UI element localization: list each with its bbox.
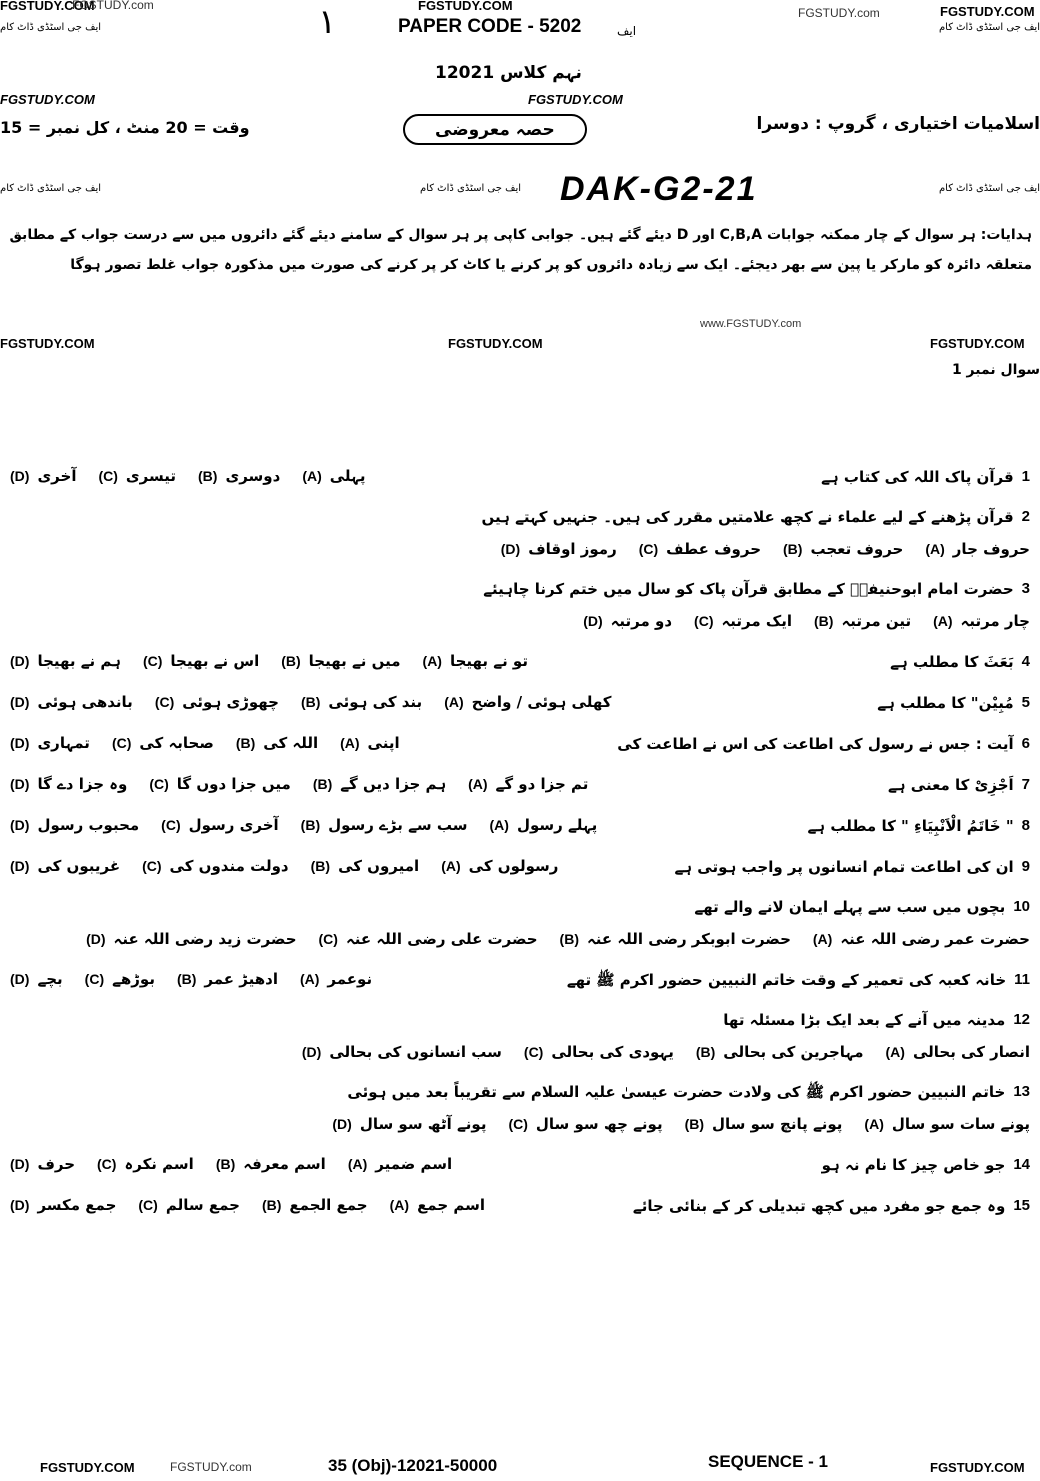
option-label: (D) [10,1197,30,1213]
option-label: (C) [508,1116,528,1132]
options [10,729,400,757]
option-text: جمع الجمع [289,1196,368,1214]
option-text: صحابہ کی [139,734,214,752]
option-b [311,852,420,880]
option-text: آخری [37,467,77,485]
question-number: 7 [1021,776,1030,793]
option-a [302,462,365,490]
option-a [813,925,1030,953]
question [888,771,1030,799]
option-text: حروف عطف [666,540,762,558]
watermark: www.FGSTUDY.com [700,318,802,330]
question-text: بچوں میں سب سے پہلے ایمان لانے والے تھے [694,898,1006,916]
option-b [814,607,911,635]
watermark: ایف جی اسٹڈی ڈاٹ کام [938,22,1040,33]
subject-group: اسلامیات اختیاری ، گروپ : دوسرا [756,114,1040,134]
options [10,647,528,675]
question [567,966,1030,994]
option-text: حضرت زید رضی اللہ عنہ [113,930,297,948]
option-text: انصار کی بحالی [912,1043,1030,1061]
paper-code: PAPER CODE - 5202 [398,16,582,37]
option-text: میں نے بھیجا [308,652,401,670]
question-number: 2 [1021,508,1030,525]
option-text: نوعمر [327,970,373,988]
option-label: (A) [864,1116,884,1132]
option-text: دوسری [225,467,281,485]
option-d [332,1110,486,1138]
options [332,1110,1030,1138]
question-number: 1 [1021,468,1030,485]
option-label: (B) [559,931,579,947]
option-text: حروف جار [952,540,1030,558]
option-label: (D) [10,776,30,792]
option-c [97,1150,194,1178]
option-d [10,811,139,839]
option-a [933,607,1030,635]
question-text: وہ جمع جو مفرد میں کچھ تبدیلی کر کے بنائی جائے [632,1197,1006,1215]
watermark: FGSTUDY.COM [940,4,1035,19]
question-number: 10 [1013,898,1030,915]
option-text: ہم جزا دیں گے [340,775,447,793]
watermark: ایف جی اسٹڈی ڈاٹ کام [0,22,102,33]
options [302,1038,1030,1066]
option-label: (C) [97,1156,117,1172]
question-label: سوال نمبر 1 [951,362,1040,378]
option-label: (C) [142,858,162,874]
section-title: حصہ معروضی [403,114,587,145]
watermark: FGSTUDY.com [170,1460,252,1474]
question-text: مدینہ میں آنے کے بعد ایک بڑا مسئلہ تھا [723,1011,1006,1029]
question-number: 15 [1013,1197,1030,1214]
watermark: FGSTUDY.com [72,0,154,12]
options [10,965,372,993]
option-b [560,925,791,953]
watermark: ایف جی اسٹڈی ڈاٹ کام [420,183,522,194]
option-b [685,1110,843,1138]
option-b [301,688,422,716]
class-line: نہم کلاس 12021 [435,63,582,83]
option-a [886,1038,1031,1066]
option-c [143,647,259,675]
option-label: (A) [422,653,442,669]
option-label: (C) [142,653,163,669]
option-label: (D) [500,541,521,557]
option-text: اسم معرفہ [243,1155,326,1173]
question [821,463,1030,491]
options [10,811,597,839]
option-label: (A) [441,858,461,874]
option-text: اپنی [367,734,400,752]
paper-code-prefix: ایف [617,24,637,38]
option-text: محبوب رسول [37,816,140,834]
option-c [524,1038,674,1066]
question-row [10,462,1030,491]
option-a [340,729,400,757]
option-c [161,811,279,839]
option-text: دولت مندوں کی [169,857,289,875]
option-text: حرف [37,1155,76,1173]
question [890,648,1030,676]
option-text: تیسری [125,467,177,485]
question-number: 5 [1021,694,1030,711]
option-label: (C) [523,1044,544,1060]
option-text: دو مرتبہ [610,612,673,630]
question [347,1078,1030,1106]
option-d [583,607,672,635]
option-a [390,1191,485,1219]
question-row [10,688,1030,717]
page-mark: ۱ [318,2,337,42]
question-text: جو خاص چیز کا نام نہ ہو [821,1156,1006,1174]
option-b [262,1191,368,1219]
option-label: (B) [684,1116,705,1132]
option-label: (B) [281,653,301,669]
option-text: بند کی ہوئی [328,693,423,711]
option-text: تو نے بھیجا [449,652,528,670]
option-label: (C) [84,971,105,987]
option-d [86,925,296,953]
options [10,462,365,490]
option-d [302,1038,502,1066]
option-label: (A) [347,1156,368,1172]
option-label: (A) [812,931,833,947]
option-text: رسولوں کی [468,857,559,875]
option-c [138,1191,240,1219]
watermark: ایف جی اسٹڈی ڈاٹ کام [938,183,1040,194]
option-c [319,925,538,953]
option-text: اس نے بھیجا [170,652,260,670]
option-d [10,729,90,757]
option-text: بوڑھے [112,970,155,988]
question-text: قرآن پاک اللہ کی کتاب ہے [821,468,1014,486]
question-row [10,1078,1030,1138]
option-d [10,770,127,798]
instructions-line-2: مارکر یا پین سے بھر دیجئے۔ ایک سے زیادہ دائروں کو پر کرنے یا کاٹ کر پر کرنے کی صورت میں مذکورہ جواب غلط تصور ہوگا [70,257,921,273]
watermark: FGSTUDY.COM [930,336,1025,351]
option-label: (B) [261,1197,282,1213]
watermark: FGSTUDY.COM [0,92,95,107]
handwritten-stamp: DAK-G2-21 [560,170,758,208]
option-a [441,852,558,880]
option-a [925,535,1030,563]
question [723,1006,1030,1034]
option-a [444,688,611,716]
watermark: ایف جی اسٹڈی ڈاٹ کام [0,183,102,194]
question [808,812,1030,840]
option-text: حروف تعجب [810,540,904,558]
option-label: (C) [638,541,659,557]
option-label: (B) [176,971,197,987]
option-label: (C) [318,931,338,947]
question-number: 6 [1021,735,1030,752]
option-label: (A) [885,1044,905,1060]
option-label: (C) [154,694,175,710]
option-c [112,729,214,757]
option-label: (D) [301,1044,322,1060]
option-text: حضرت علی رضی اللہ عنہ [345,930,538,948]
option-a [468,770,588,798]
option-b [216,1150,326,1178]
question-number: 13 [1013,1083,1030,1100]
option-c [85,965,155,993]
question-number: 12 [1013,1011,1030,1028]
option-label: (D) [10,817,30,833]
option-text: غریبوں کی [37,857,121,875]
option-b [301,811,468,839]
option-text: ایک مرتبہ [721,612,793,630]
watermark: FGSTUDY.com [798,6,880,20]
option-text: امیروں کی [338,857,420,875]
question-row [10,965,1030,994]
option-label: (A) [933,613,953,629]
option-b [236,729,318,757]
option-label: (D) [10,694,30,710]
option-d [10,852,120,880]
option-label: (D) [10,858,30,874]
watermark: FGSTUDY.COM [0,336,95,351]
option-text: تمہاری [37,734,90,752]
option-c [694,607,792,635]
option-d [10,647,121,675]
option-a [423,647,528,675]
option-text: باندھی ہوئی [37,693,133,711]
option-label: (B) [783,541,803,557]
question [481,503,1030,531]
option-c [155,688,279,716]
question-text: " خَاتَمُ الْاَنْبِیَاءِ " کا مطلب ہے [807,817,1014,835]
option-d [10,1191,116,1219]
question-text: بَعَثَ کا مطلب ہے [890,653,1014,671]
instructions-line-1: ہدایات: ہر سوال کے چار ممکنہ جوابات C,B,A اور D دیئے گئے ہیں۔ جوابی کاپی پر ہر سوال کے سامنے دیئے گئے دائروں میں سے درست جواب کے مطابق متعلقہ دائرہ کو [9,227,1032,273]
option-text: اسم ضمیر [375,1155,453,1173]
question-text: خانہ کعبہ کی تعمیر کے وقت خاتم النبیین حضور اکرم ﷺ تھے [566,971,1007,989]
option-text: ادھیڑ عمر [204,970,278,988]
option-text: پونے آٹھ سو سال [359,1115,487,1133]
question-row [10,729,1030,758]
time-marks: وقت = 20 منٹ ، کل نمبر = 15 [0,118,250,137]
question [877,689,1030,717]
question-list [10,462,1030,1232]
options [10,688,611,716]
option-label: (B) [814,613,834,629]
watermark: FGSTUDY.COM [930,1460,1025,1475]
option-label: (B) [695,1044,716,1060]
footer-code: 35 (Obj)-12021-50000 [328,1456,498,1475]
option-text: چار مرتبہ [960,612,1030,630]
option-text: میں جزا دوں گا [176,775,291,793]
option-text: پونے چھ سو سال [535,1115,663,1133]
option-label: (D) [86,931,106,947]
option-label: (B) [215,1156,236,1172]
question-number: 8 [1021,817,1030,834]
option-label: (A) [444,694,464,710]
question [633,1192,1030,1220]
question-text: خاتم النبیین حضور اکرم ﷺ کی ولادت حضرت عیسیٰ علیہ السلام سے تقریباً بعد میں ہوئی [347,1083,1006,1101]
option-text: ہم نے بھیجا [37,652,121,670]
option-b [313,770,446,798]
option-a [864,1110,1030,1138]
option-label: (A) [299,971,320,987]
option-text: پہلے رسول [516,816,598,834]
question-row [10,575,1030,635]
instructions [8,220,1032,280]
option-text: تین مرتبہ [841,612,912,630]
option-c [142,852,289,880]
question-number: 11 [1014,971,1030,988]
options [501,535,1030,563]
option-text: سب انسانوں کی بحالی [329,1043,502,1061]
question-text: حضرت امام ابوحنیفہؒ کے مطابق قرآن پاک کو سال میں ختم کرنا چاہیئے [483,580,1014,598]
watermark: FGSTUDY.COM [528,92,623,107]
option-label: (D) [332,1116,352,1132]
options [10,1150,452,1178]
question-number: 9 [1021,858,1030,875]
option-label: (B) [235,735,256,751]
option-c [149,770,290,798]
question [822,1151,1030,1179]
options [10,852,558,880]
options [86,925,1030,953]
option-label: (D) [583,613,603,629]
question-number: 4 [1021,653,1030,670]
option-d [501,535,617,563]
option-text: چھوڑی ہوئی [182,693,279,711]
option-label: (C) [138,1197,158,1213]
question [674,853,1030,881]
question-row [10,647,1030,676]
question-text: مُبِیْن" کا مطلب ہے [877,694,1014,712]
option-text: اسم نکرہ [124,1155,194,1173]
option-label: (D) [10,971,30,987]
question [617,730,1030,758]
question-row [10,770,1030,799]
question-text: ان کی اطاعت تمام انسانوں پر واجب ہوتی ہے [674,858,1014,876]
option-text: پونے سات سو سال [891,1115,1030,1133]
question-number: 14 [1013,1156,1030,1173]
question-number: 3 [1021,580,1030,597]
option-text: وہ جزا دے گا [37,775,128,793]
question-row [10,893,1030,953]
option-b [198,462,280,490]
sequence-label: SEQUENCE - 1 [708,1452,828,1471]
question [694,893,1030,921]
question-row [10,852,1030,881]
option-label: (C) [694,613,714,629]
options [10,1191,485,1219]
question-row [10,503,1030,563]
option-label: (D) [10,735,30,751]
option-label: (C) [111,735,132,751]
watermark: FGSTUDY.COM [418,0,513,13]
option-label: (A) [489,817,509,833]
option-c [98,462,176,490]
question-row [10,1006,1030,1066]
option-label: (B) [310,858,331,874]
options [10,770,588,798]
option-b [281,647,400,675]
watermark: FGSTUDY.COM [0,0,95,13]
option-b [696,1038,864,1066]
option-label: (D) [10,1156,30,1172]
option-text: تم جزا دو گے [495,775,589,793]
question-row [10,811,1030,840]
option-label: (C) [149,776,169,792]
option-label: (C) [161,817,181,833]
option-d [10,462,76,490]
option-label: (C) [98,468,118,484]
option-label: (A) [302,468,322,484]
option-label: (D) [10,653,30,669]
option-b [177,965,278,993]
question-row [10,1150,1030,1179]
option-text: اللہ کی [263,734,319,752]
option-text: کھلی ہوئی / واضح [471,693,612,711]
option-d [10,688,133,716]
question-text: قرآن پڑھنے کے لیے علماء نے کچھ علامتیں مقرر کی ہیں۔ جنہیں کہتے ہیں [481,508,1014,526]
question-text: اَجْزِیْ کا معنی ہے [887,776,1014,794]
option-b [783,535,903,563]
question-text: آیت : جس نے رسول کی اطاعت کی اس نے اطاعت کی [617,735,1014,753]
option-text: آخری رسول [188,816,279,834]
option-text: حضرت عمر رضی اللہ عنہ [840,930,1030,948]
option-a [300,965,372,993]
option-text: پونے پانچ سو سال [712,1115,843,1133]
watermark: FGSTUDY.COM [448,336,543,351]
option-text: پہلی [329,467,366,485]
options [583,607,1030,635]
option-d [10,965,63,993]
option-label: (A) [389,1197,410,1213]
option-label: (A) [468,776,488,792]
option-text: مہاجرین کی بحالی [723,1043,864,1061]
option-d [10,1150,75,1178]
option-text: جمع سالم [165,1196,240,1214]
option-a [490,811,598,839]
option-c [639,535,761,563]
option-text: رموز اوقاف [528,540,617,558]
option-label: (D) [10,468,30,484]
option-a [348,1150,452,1178]
option-label: (A) [925,541,945,557]
question [483,575,1030,603]
option-text: جمع مکسر [37,1196,117,1214]
option-label: (A) [340,735,360,751]
option-text: اسم جمع [417,1196,486,1214]
watermark: FGSTUDY.COM [40,1460,135,1475]
option-label: (B) [300,694,321,710]
option-c [508,1110,662,1138]
option-label: (B) [198,468,218,484]
option-text: یہودی کی بحالی [551,1043,674,1061]
question-row [10,1191,1030,1220]
option-text: سب سے بڑے رسول [328,816,468,834]
option-text: بچے [37,970,63,988]
option-label: (B) [300,817,321,833]
option-text: حضرت ابوبکر رضی اللہ عنہ [586,930,791,948]
option-label: (B) [312,776,333,792]
